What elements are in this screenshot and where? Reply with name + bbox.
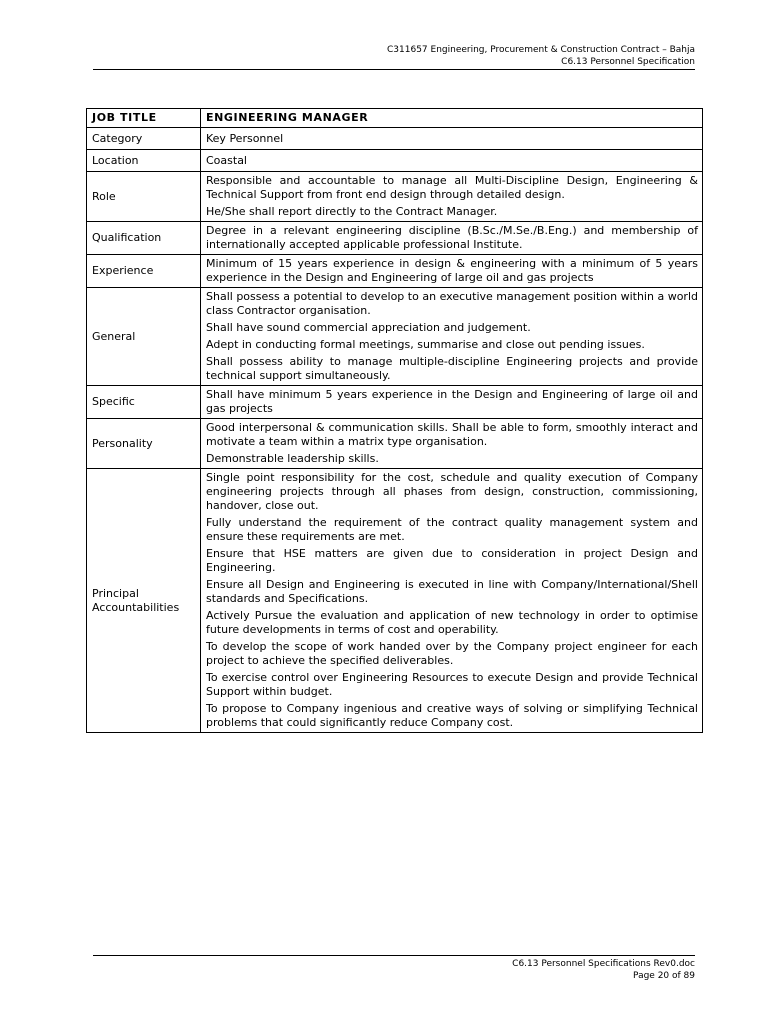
category-label: Category [87,128,201,150]
role-item: He/She shall report directly to the Contract Manager. [206,205,498,218]
general-value [201,288,703,386]
accountabilities-row [87,469,703,733]
specific-item: Shall have minimum 5 years experience in the Design and Engineering of large oil and gas projects [206,388,698,415]
role-value [201,172,703,222]
qualification-value [201,222,703,255]
personnel-spec-table [86,108,703,733]
category-value: Key Personnel [201,128,703,150]
accountability-item: Ensure all Design and Engineering is executed in line with Company/International/Shell standards and Specifications. [206,578,698,605]
accountabilities-value [201,469,703,733]
qualification-label: Qualification [87,222,201,255]
general-item: Shall have sound commercial appreciation and judgement. [206,321,531,334]
accountabilities-label: Principal Accountabilities [87,469,201,733]
qualification-row [87,222,703,255]
accountability-item: Fully understand the requirement of the contract quality management system and ensure these requirements are met. [206,516,698,543]
general-item: Shall possess ability to manage multiple-discipline Engineering projects and provide technical support simultaneously. [206,355,698,382]
accountability-item: To develop the scope of work handed over by the Company project engineer for each project to achieve the specified deliverables. [206,640,698,667]
header-divider [93,69,695,70]
general-row [87,288,703,386]
job-title-label: JOB TITLE [87,109,201,128]
specific-row [87,386,703,419]
personality-label: Personality [87,419,201,469]
table-header-row [87,109,703,128]
general-item: Adept in conducting formal meetings, summarise and close out pending issues. [206,338,645,351]
experience-label: Experience [87,255,201,288]
footer-divider [93,955,695,956]
location-label: Location [87,150,201,172]
role-label: Role [87,172,201,222]
job-title-value: ENGINEERING MANAGER [201,109,703,128]
accountability-item: Single point responsibility for the cost, schedule and quality execution of Company engineering projects through all phases from design, construction, commissioning, handover, close out. [206,471,698,512]
specific-value [201,386,703,419]
experience-row [87,255,703,288]
location-value: Coastal [201,150,703,172]
specific-label: Specific [87,386,201,419]
role-row [87,172,703,222]
category-row [87,128,703,150]
header-section-title: C6.13 Personnel Specification [561,57,695,67]
location-row [87,150,703,172]
footer-page-number: Page 20 of 89 [633,971,695,981]
accountability-item: To exercise control over Engineering Resources to execute Design and provide Technical Support within budget. [206,671,698,698]
personality-row [87,419,703,469]
experience-item: Minimum of 15 years experience in design & engineering with a minimum of 5 years experience in the Design and Engineering of large oil and gas projects [206,257,698,284]
footer-filename: C6.13 Personnel Specifications Rev0.doc [512,959,695,969]
personality-item: Good interpersonal & communication skills. Shall be able to form, smoothly interact and motivate a team within a matrix type organisation. [206,421,698,448]
accountability-item: Actively Pursue the evaluation and application of new technology in order to optimise future developments in terms of cost and operability. [206,609,698,636]
accountability-item: To propose to Company ingenious and creative ways of solving or simplifying Technical problems that could significantly reduce Company cost. [206,702,698,729]
personality-value [201,419,703,469]
qualification-item: Degree in a relevant engineering discipline (B.Sc./M.Se./B.Eng.) and membership of internationally accepted applicable professional Institute. [206,224,698,251]
experience-value [201,255,703,288]
general-item: Shall possess a potential to develop to an executive management position within a world class Contractor organisation. [206,290,698,317]
general-label: General [87,288,201,386]
header-contract-title: C311657 Engineering, Procurement & Construction Contract – Bahja [387,45,695,55]
accountability-item: Ensure that HSE matters are given due to consideration in project Design and Engineering. [206,547,698,574]
role-item: Responsible and accountable to manage all Multi-Discipline Design, Engineering & Technical Support from front end design through detailed design. [206,174,698,201]
personality-item: Demonstrable leadership skills. [206,452,379,465]
